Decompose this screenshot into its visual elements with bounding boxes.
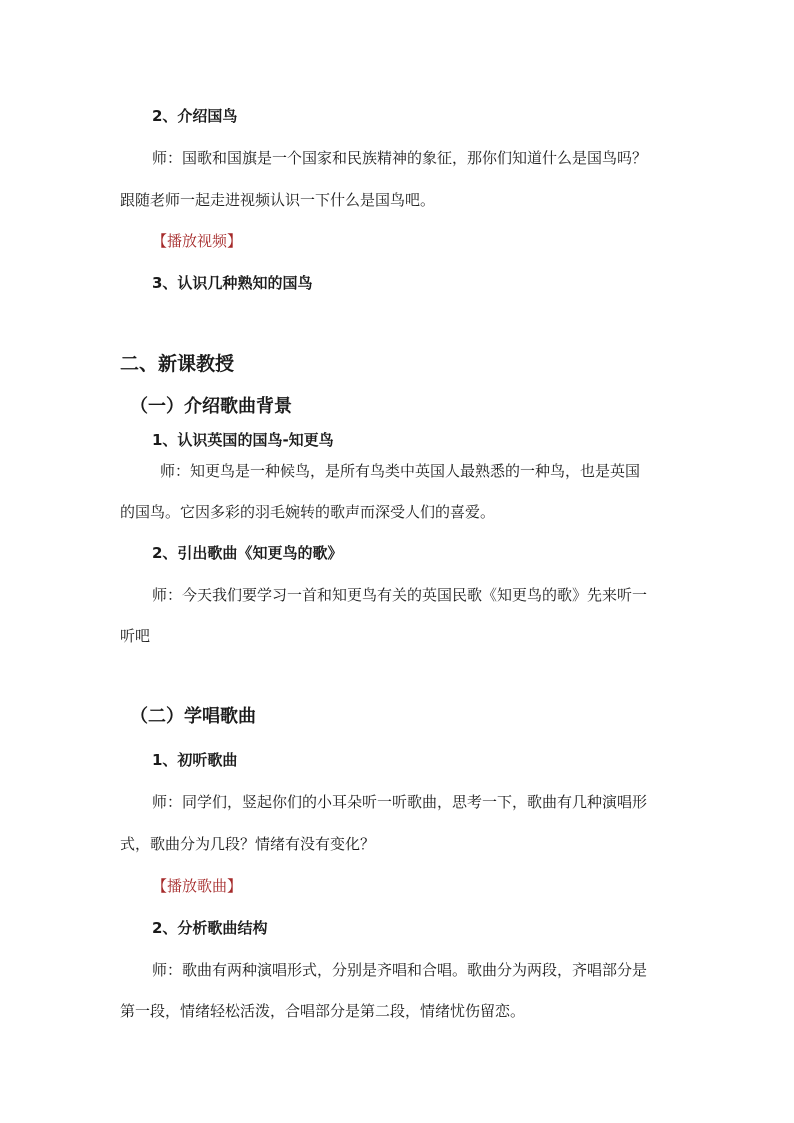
subsection-heading-learn-song: （二）学唱歌曲 xyxy=(130,706,256,727)
action-play-video: 【播放视频】 xyxy=(152,232,243,250)
item-title-introduce-song: 2、引出歌曲《知更鸟的歌》 xyxy=(152,544,343,562)
paragraph-line: 的国鸟。它因多彩的羽毛婉转的歌声而深受人们的喜爱。 xyxy=(120,503,496,521)
paragraph-line: 师：今天我们要学习一首和知更鸟有关的英国民歌《知更鸟的歌》先来听一 xyxy=(152,586,648,604)
paragraph-line: 第一段，情绪轻松活泼，合唱部分是第二段，情绪忧伤留恋。 xyxy=(120,1002,526,1020)
item-title-introduce-national-bird: 2、介绍国鸟 xyxy=(152,107,238,125)
item-title-analyze-structure: 2、分析歌曲结构 xyxy=(152,919,268,937)
item-title-known-national-birds: 3、认识几种熟知的国鸟 xyxy=(152,274,313,292)
section-heading-new-lesson: 二、新课教授 xyxy=(120,353,235,375)
paragraph-line: 师：同学们，竖起你们的小耳朵听一听歌曲，思考一下，歌曲有几种演唱形 xyxy=(152,793,648,811)
paragraph-line: 师：国歌和国旗是一个国家和民族精神的象征，那你们知道什么是国鸟吗？ xyxy=(152,149,648,167)
paragraph-line: 跟随老师一起走进视频认识一下什么是国鸟吧。 xyxy=(120,191,436,209)
subsection-heading-song-background: （一）介绍歌曲背景 xyxy=(130,396,292,417)
paragraph-line: 师：歌曲有两种演唱形式，分别是齐唱和合唱。歌曲分为两段，齐唱部分是 xyxy=(152,961,648,979)
item-title-first-listen: 1、初听歌曲 xyxy=(152,751,238,769)
action-play-song: 【播放歌曲】 xyxy=(152,877,243,895)
paragraph-line: 师：知更鸟是一种候鸟，是所有鸟类中英国人最熟悉的一种鸟，也是英国 xyxy=(160,462,641,480)
item-title-robin: 1、认识英国的国鸟-知更鸟 xyxy=(152,431,334,449)
paragraph-line: 听吧 xyxy=(120,627,151,645)
paragraph-line: 式，歌曲分为几段？情绪有没有变化？ xyxy=(120,835,376,853)
